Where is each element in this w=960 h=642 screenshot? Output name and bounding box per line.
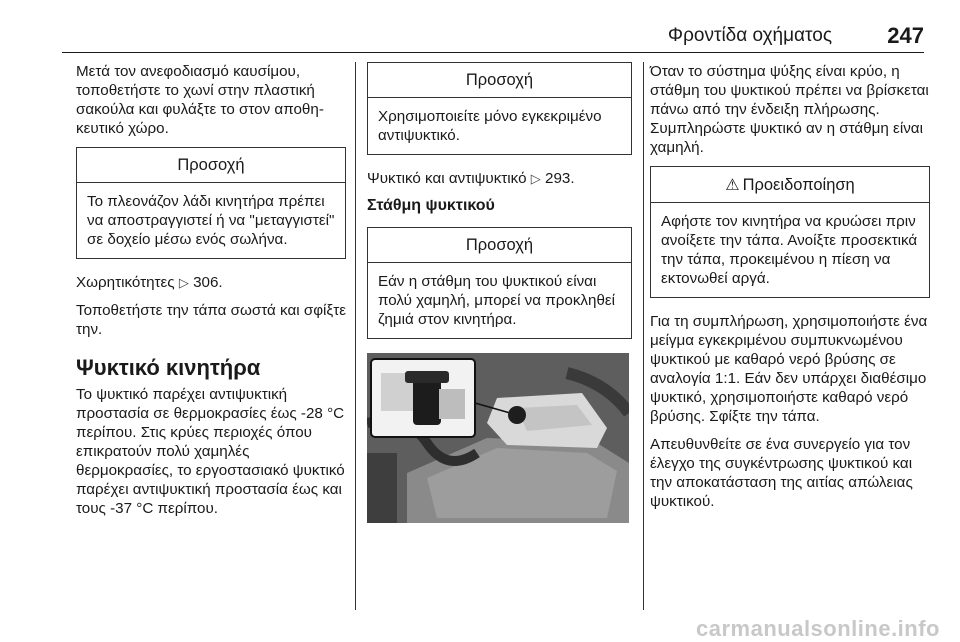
notice-box-approved-antifreeze: [367, 62, 632, 155]
notice-body: Χρησιμοποιείτε μόνο εγκεκριμένο αντιψυκτικό.: [378, 108, 602, 144]
notice-body: Εάν η στάθμη του ψυκτικού είναι πολύ χαμηλή, μπορεί να προκληθεί ζημιά στον κινητήρα.: [378, 273, 616, 328]
warning-heading-text: Προειδοποίηση: [742, 176, 855, 194]
column-divider-1: [355, 62, 356, 610]
tighten-cap-paragraph: Τοποθετήστε την τάπα σωστά και σφίξτε την.: [76, 302, 346, 338]
coolant-reference-label: Ψυκτικό και αντιψυκτικό: [367, 170, 527, 187]
page-reference-arrow-icon: ▷: [178, 275, 189, 290]
notice-body: Το πλεονάζον λάδι κινητήρα πρέπει να αποστραγγιστεί ή να "μεταγγιστεί" σε δοχείο μέσω ενός σωλήνα.: [87, 193, 335, 248]
notice-heading: Προσοχή: [77, 148, 345, 183]
notice-heading: Προσοχή: [368, 63, 631, 98]
refuel-funnel-paragraph: Μετά τον ανεφοδιασμό καυσίμου, τοποθετήστε το χωνί στην πλαστική σακούλα και φυλάξτε το στον αποθηκευτικό χώρο.: [76, 63, 324, 137]
capacities-reference[interactable]: [76, 273, 346, 292]
page-title: Φροντίδα οχήματος: [667, 25, 832, 46]
topup-paragraph: Για τη συμπλήρωση, χρησιμοποιήστε ένα μείγμα εγκεκριμένου συμπυκνωμένου ψυκτικού με καθαρό νερό βρύσης σε αναλογία 1:1. Εάν δεν υπάρχει διαθέσιμο ψυκτικό, χρησιμοποιήστε καθαρό νερό βρύσης. Σφίξτε την τάπα.: [650, 313, 928, 425]
capacities-label: Χωρητικότητες: [76, 274, 175, 291]
workshop-paragraph: Απευθυνθείτε σε ένα συνεργείο για τον έλεγχο της συγκέντρωσης ψυκτικού και την αποκατάσταση της αιτίας απώλειας ψυκτικού.: [650, 436, 913, 510]
notice-heading: Προσοχή: [368, 228, 631, 263]
warning-heading: [651, 167, 929, 203]
engine-coolant-reservoir-photo: [367, 353, 629, 523]
warning-body: Αφήστε τον κινητήρα να κρυώσει πριν ανοίξετε την τάπα. Ανοίξτε προσεκτικά την τάπα, προκειμένου η πίεση να εκτονωθεί αργά.: [661, 213, 918, 287]
page-header: [62, 18, 924, 53]
warning-box-hot-coolant: [650, 166, 930, 298]
column-divider-2: [643, 62, 644, 610]
coolant-description: Το ψυκτικό παρέχει αντιψυκτική προστασία σε θερμοκρασίες έως -28 °C περίπου. Στις κρύες περιοχές όπου επικρατούν πολύ χαμηλές θερμοκρασίες, το εργοστασιακό ψυκτικό παρέχει αντιψυκτική προστασία έως και τους -37 °C περίπου.: [76, 386, 345, 517]
notice-box-excess-oil: [76, 147, 346, 259]
page-reference-arrow-icon: ▷: [530, 171, 541, 186]
warning-triangle-icon: ⚠: [725, 177, 740, 194]
notice-box-low-coolant: [367, 227, 632, 339]
column-right: [650, 62, 930, 520]
coolant-reference-page: 293.: [545, 170, 575, 187]
watermark-footer: carmanualsonline.info: [696, 616, 940, 641]
column-middle: [367, 62, 632, 523]
capacities-page: 306.: [193, 274, 223, 291]
page-number: 247: [887, 23, 924, 48]
engine-bay-illustration: [367, 353, 629, 523]
section-title-coolant: Ψυκτικό κινητήρα: [76, 355, 261, 380]
column-left: [76, 62, 346, 527]
subsection-title-coolant-level: Στάθμη ψυκτικού: [367, 197, 495, 214]
coolant-level-paragraph: Όταν το σύστημα ψύξης είναι κρύο, η στάθμη του ψυκτικού πρέπει να βρίσκεται πάνω από την ένδειξη πλήρωσης. Συμπληρώστε ψυκτικό αν η στάθμη είναι χαμηλή.: [650, 63, 929, 156]
coolant-reference[interactable]: [367, 169, 632, 188]
